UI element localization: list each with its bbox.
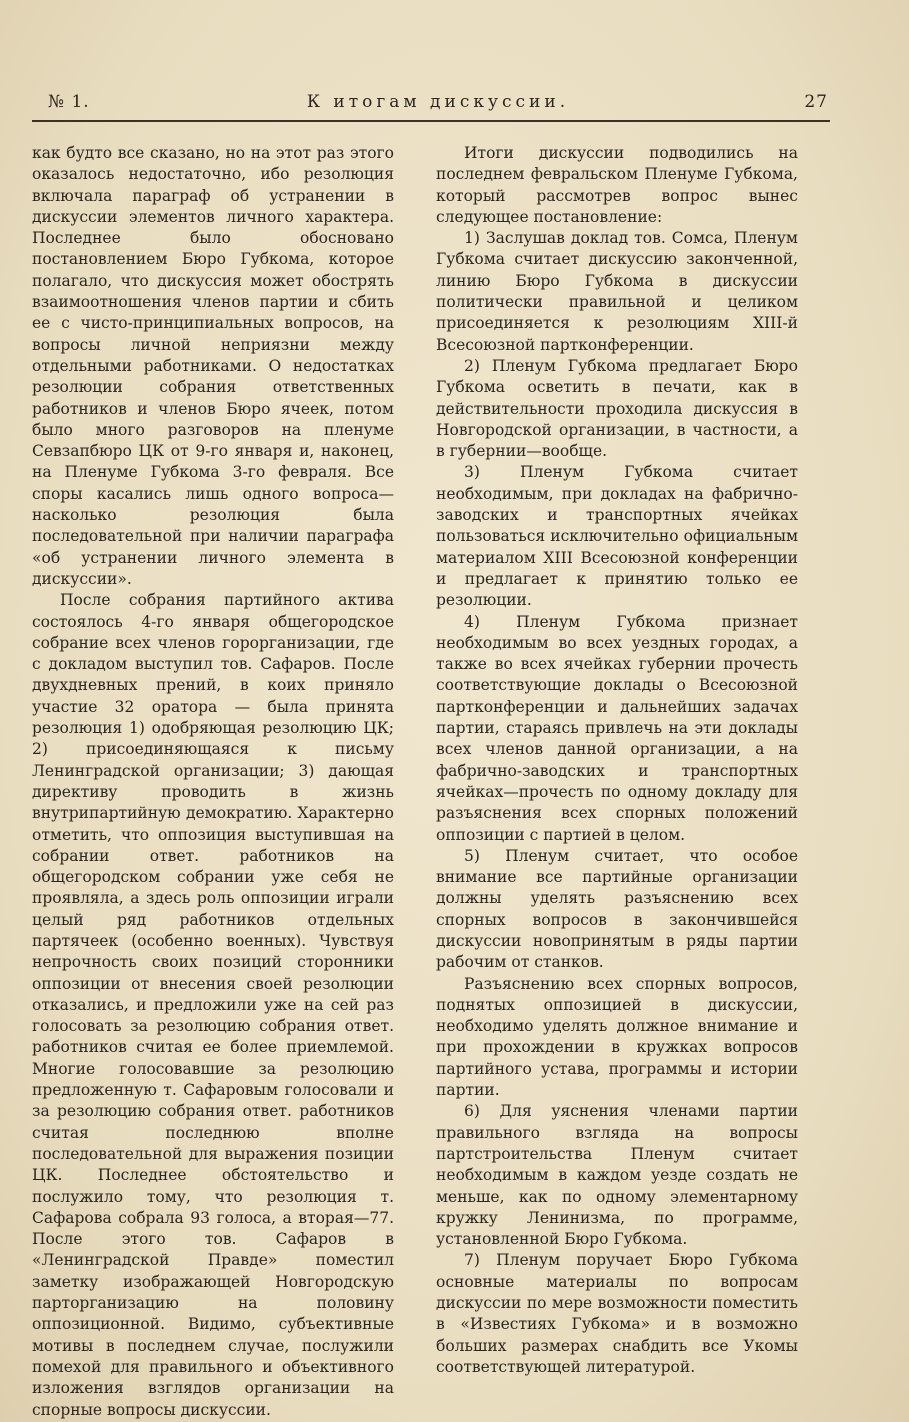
page-number: 27	[804, 92, 828, 112]
right-column	[436, 143, 798, 1378]
paragraph: 2) Пленум Губкома предлагает Бюро Губкома осветить в печати, как в действительности проходила дискуссия в Новгородской организации, в частности, а в губернии—вообще.	[436, 356, 798, 461]
running-title: К итогам дискуссии.	[306, 92, 570, 112]
page-header	[48, 92, 828, 120]
paragraph: 1) Заслушав доклад тов. Сомса, Пленум Губкома считает дискуссию законченной, линию Бюро Губкома в дискуссии политически правильной и целиком присоединяется к резолюциям XIII-й Всесоюзной партконференции.	[436, 229, 798, 354]
paragraph: 7) Пленум поручает Бюро Губкома основные материалы по вопросам дискуссии по мере возможности поместить в «Известиях Губкома» и в возможно больших размерах снабдить все Укомы соответствующей литературой.	[436, 1251, 798, 1376]
issue-number: № 1.	[48, 92, 90, 112]
paragraph: 6) Для уяснения членами партии правильного взгляда на вопросы партстроительства Пленум считает необходимым в каждом уезде создать не меньше, как по одному элементарному кружку Ленинизма, по программе, установленной Бюро Губкома.	[436, 1102, 798, 1249]
paragraph: Разъяснению всех спорных вопросов, поднятых оппозицией в дискуссии, необходимо уделять должное внимание и при прохождении в кружках вопросов партийного устава, программы и истории партии.	[436, 974, 798, 1100]
paragraph: как будто все сказано, но на этот раз этого оказалось недостаточно, ибо резолюция включала параграф об устранении в дискуссии элементов личного характера. Последнее было обосновано постановлением Бюро Губкома, которое полагало, что дискуссия может обострять взаимоотношения членов партии и сбить ее с чисто-принципиальных вопросов, на вопросы личной неприязни между отдельными работниками. О недостатках резолюции собрания ответственных работников и членов Бюро ячеек, потом было много разговоров на пленуме Севзапбюро ЦК от 9-го января и, наконец, на Пленуме Губкома 3-го февраля. Все споры касались лишь одного вопроса—насколько резолюция была последовательной при наличии параграфа «об устранении личного элемента в дискуссии».	[32, 144, 394, 588]
paragraph: После собрания партийного актива состоялось 4-го января общегородское собрание всех членов горорганизации, где с докладом выступил тов. Сафаров. После двухдневных прений, в коих приняло участие 32 оратора — была принята резолюция 1) одобряющая резолюцию ЦК; 2) присоединяющаяся к письму Ленинградской организации; 3) дающая директиву проводить в жизнь внутрипартийную демократию. Характерно отметить, что оппозиция выступившая на собрании ответ. работников на общегородском собрании уже себя не проявляла, а здесь роль оппозиции играли целый ряд работников отдельных партячеек (особенно военных). Чувствуя непрочность своих позиций сторонники оппозиции от внесения своей резолюции отказались, и предложили уже на сей раз голосовать за резолюцию собрания ответ. работников считая ее более приемлемой. Многие голосовавшие за резолюцию предложенную т. Сафаровым голосовали и за резолюцию собрания ответ. работников считая последнюю вполне последовательной для выражения позиции ЦК. Последнее обстоятельство и послужило тому, что резолюция т. Сафарова собрала 93 голоса, а вторая—77. После этого тов. Сафаров в «Ленинградской Правде» поместил заметку изображающей Новгородскую парторганизацию на половину оппозиционной. Видимо, субъективные мотивы в последнем случае, послужили помехой для правильного и объективного изложения взглядов организации на спорные вопросы дискуссии.	[32, 591, 394, 1419]
paragraph: 4) Пленум Губкома признает необходимым во всех уездных городах, а также во всех ячейках губернии прочесть соответствующие доклады о Всесоюзной партконференции и дальнейших задачах партии, стараясь привлечь на эти доклады всех членов данной организации, а на фабрично-заводских и транспортных ячейках—прочесть по одному докладу для разъяснения всех спорных положений оппозиции с партией в целом.	[436, 612, 798, 844]
header-rule	[32, 120, 830, 122]
left-column	[32, 143, 394, 1421]
paragraph: 3) Пленум Губкома считает необходимым, при докладах на фабрично-заводских и транспортных ячейках пользоваться исключительно официальным материалом XIII Всесоюзной конференции и предлагает к принятию только ее резолюции.	[436, 463, 798, 610]
paragraph: 5) Пленум считает, что особое внимание все партийные организации должны уделять разъяснению всех спорных вопросов в закончившейся дискуссии новопринятым в ряды партии рабочим от станков.	[436, 846, 798, 972]
paragraph: Итоги дискуссии подводились на последнем февральском Пленуме Губкома, который рассмотрев вопрос вынес следующее постановление:	[436, 144, 798, 226]
